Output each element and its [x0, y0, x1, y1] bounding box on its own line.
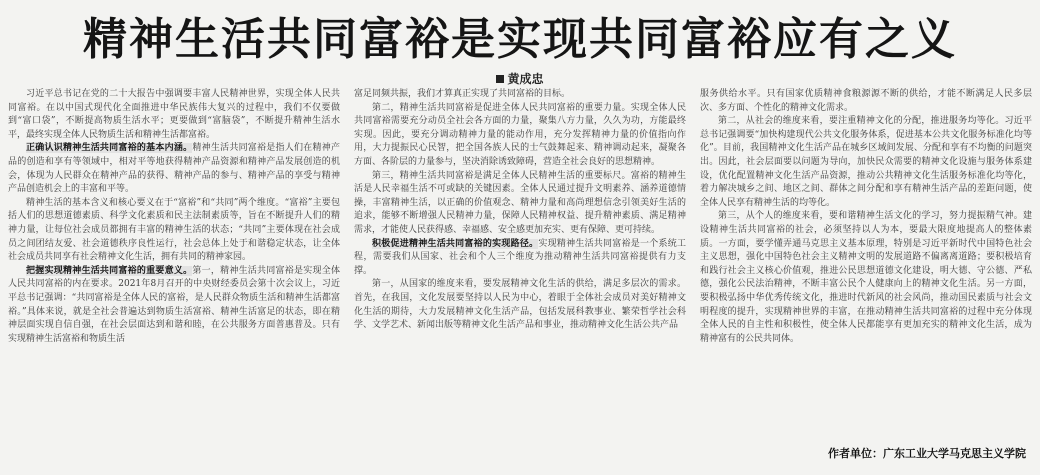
section-paragraph	[8, 142, 340, 196]
paragraph: 第二，精神生活共同富裕是促进全体人民共同富裕的重要力量。实现全体人民共同富裕需要充分动员全社会各方面的力量，聚集八方力量，久久为功，方能最终实现。因此，要充分调动精神力量的能动作用，充分发挥精神力量的价值指向作用，大力提振民心民智，把全国各族人民的士气鼓舞起来、精神调动起来，凝聚各方面、各阶层的力量参与，坚决消除诱致障碍，营造全社会良好的思想精神。	[354, 102, 686, 167]
section-heading: 积极促进精神生活共同富裕的实现路径。	[372, 238, 539, 249]
paragraph: 富足同频共振，我们才算真正实现了共同富裕的目标。	[354, 89, 571, 99]
section-paragraph	[354, 238, 686, 279]
section-heading: 把握实现精神生活共同富裕的重要意义。	[26, 265, 193, 276]
column-1	[8, 88, 340, 440]
column-2	[354, 88, 686, 440]
author-name: 黄成忠	[507, 72, 544, 86]
section-heading: 正确认识精神生活共同富裕的基本内涵。	[26, 143, 193, 154]
section-paragraph	[8, 265, 340, 347]
paragraph: 精神生活的基本含义和核心要义在于“富裕”和“共同”两个维度。“富裕”主要包括人们的思想道德素质、科学文化素质和民主法制素质等，旨在不断提升人们的精神力量，让每位社会成员都拥有丰富的精神生活的状态；“共同”主要体现在社会成员之间团结友爱、社会道德秩序良性运行，社会总体上处于和谐稳定状态，让全体社会成员共同享有社会精神文化生活，拥有共同的精神家园。	[8, 197, 340, 263]
paragraph: 习近平总书记在党的二十大报告中强调要丰富人民精神世界，实现全体人民共同富裕。在以中国式现代化全面推进中华民族伟大复兴的过程中，我们不仅要做到“富口袋”，不断提高物质生活水平；更要做到“富脑袋”，不断提升精神生活水平，最终实现全体人民物质生活和精神生活都富裕。	[8, 89, 340, 140]
article-headline: 精神生活共同富裕是实现共同富裕应有之义	[83, 14, 957, 65]
column-3	[700, 88, 1032, 440]
paragraph: 第二，从社会的维度来看，要注重精神文化的分配，推进服务均等化。习近平总书记强调要“加快构建现代公共文化服务体系，促进基本公共文化服务标准化均等化”。目前，我国精神文化生活产品在城乡区域间发展、分配和享有不均衡的问题突出。因此，社会层面要以问题为导向，加快民众需要的精神文化设施与服务体系建设，优化配置精神文化生活产品资源，推动公共精神文化生活服务标准化均等化，着力解决城乡之间、地区之间、群体之间分配和享有精神生活产品的差距问题，使全体人民享有精神生活的均等化。	[700, 116, 1032, 208]
section-text: 精神生活共同富裕是指人们在精神产品的创造和享有等领域中，相对平等地获得精神产品资源和精神产品发展创造的机会，体现为人民群众在精神产品的获得、精神产品的参与、精神产品的享受与精神产品创造机会上的丰富和平等。	[8, 143, 340, 195]
paragraph: 第三，精神生活共同富裕是满足全体人民精神生活的重要标尺。富裕的精神生活是人民幸福生活不可或缺的关键因素。全体人民通过提升文明素养、涵养道德情操，丰富精神生活，以正确的价值观念、精神力量和高尚理想信念引领美好生活的追求，能够不断增强人民精神力量，保障人民精神权益、提升精神素质、满足精神需求，才能使人民获得感、幸福感、安全感更加充实、更有保障、更可持续。	[354, 170, 686, 235]
byline-square-icon	[496, 75, 504, 83]
section-text: 第一，精神生活共同富裕是实现全体人民共同富裕的内在要求。2021年8月召开的中央财经委员会第十次会议上，习近平总书记强调：“共同富裕是全体人民的富裕，是人民群众物质生活和精神生活都富裕。”具体来说，就是全社会普遍达到物质生活富裕、精神生活富足的状态，即在精神层面实现自信自强，在社会层面达到和谐和睦，在公共服务方面普惠普及。只有实现精神生活富裕和物质生活	[8, 265, 340, 344]
paragraph: 第一，从国家的维度来看，要发展精神文化生活的供给，满足多层次的需求。首先，在我国，文化发展要坚持以人民为中心，着眼于全体社会成员对美好精神文化生活的期待，大力发展精神文化生活产品，包括发展科教事业、繁荣哲学社会科学、文学艺术、新闻出版等精神文化生活产品和事业，推动精神文化生活公共产品	[354, 279, 686, 331]
article-byline	[0, 70, 1040, 87]
article-body	[8, 88, 1032, 440]
paragraph: 服务供给水平。只有国家优质精神食粮源源不断的供给，才能不断满足人民多层次、多方面、个性化的精神文化需求。	[700, 89, 1032, 113]
paragraph: 第三，从个人的维度来看，要和谐精神生活文化的学习，努力提振精气神。建设精神生活共同富裕的社会，必须坚持以人为本，要最大限度地提高人的整体素质。一方面，要学懂弄通马克思主义基本原理，特别是习近平新时代中国特色社会主义思想，强化中国特色社会主义精神文明的发展道路不偏离离道路；要积极培育和践行社会主义核心价值观，推进公民思想道德文化建设，明大德、守公德、严私德，强化公民法治精神，不断丰富公民个人健康向上的精神文化生活。另一方面，要积极弘扬中华优秀传统文化，推进时代新风的社会风尚，推动国民素质与社会文明程度的提升，实现精神世界的丰富，在推动精神生活共同富裕的过程中充分体现全体人民的自主性和积极性，使全体人民都能享有更加充实的精神文化生活，成为精神富有的公民共同体。	[700, 211, 1032, 344]
author-affiliation: 作者单位：广东工业大学马克思主义学院	[828, 447, 1026, 460]
section-text: 实现精神生活共同富裕是一个系统工程，需要我们从国家、社会和个人三个维度为推动精神生活共同富裕提供有力支撑。	[354, 238, 686, 276]
